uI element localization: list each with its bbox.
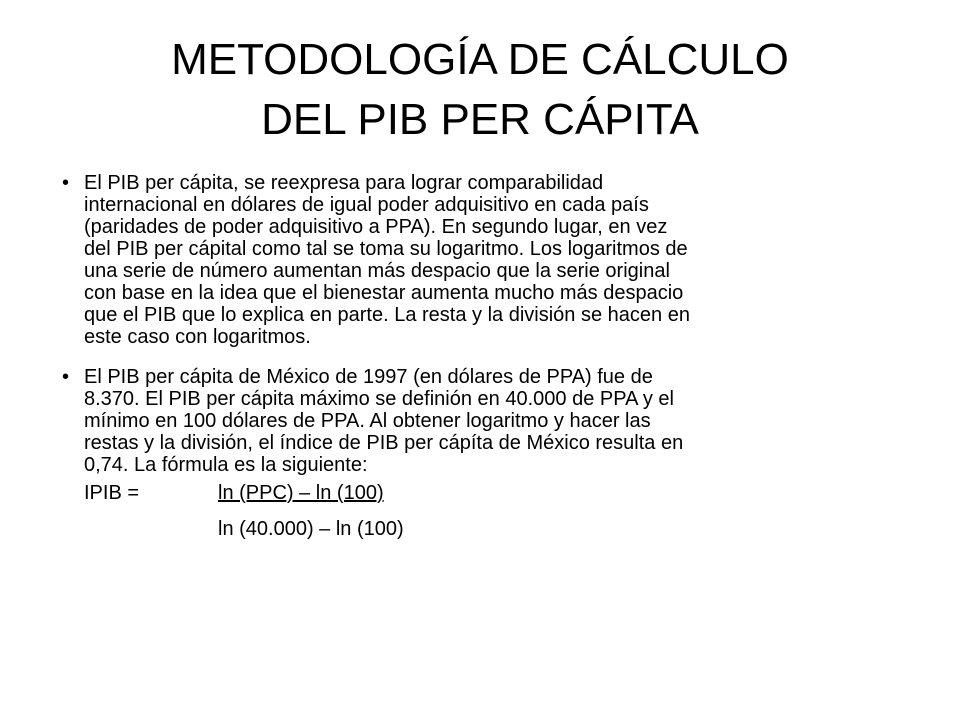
bullet-line: El PIB per cápita, se reexpresa para lograr comparabilidad: [84, 172, 604, 194]
bullet-line: del PIB per cápital como tal se toma su logaritmo. Los logaritmos de: [84, 238, 688, 260]
formula-numerator-row: [84, 482, 914, 508]
formula-numerator: ln (PPC) – ln (100): [218, 482, 384, 504]
bullet-line: mínimo en 100 dólares de PPA. Al obtener logaritmo y hacer las: [84, 410, 651, 432]
bullet-marker: •: [62, 366, 70, 388]
bullet-line: este caso con logaritmos.: [84, 326, 311, 348]
bullet-marker: •: [62, 172, 70, 194]
bullet-line: una serie de número aumentan más despacio que la serie original: [84, 260, 670, 282]
slide-title: [48, 30, 912, 150]
bullet-line: internacional en dólares de igual poder adquisitivo en cada país: [84, 194, 649, 216]
title-line-2: DEL PIB PER CÁPITA: [261, 95, 699, 144]
bullet-line: con base en la idea que el bienestar aumenta mucho más despacio: [84, 282, 684, 304]
bullet-line: 0,74. La fórmula es la siguiente:: [84, 454, 368, 476]
formula-denominator: ln (40.000) – ln (100): [218, 518, 404, 540]
bullet-line: (paridades de poder adquisitivo a PPA). En segundo lugar, en vez: [84, 216, 668, 238]
formula-lhs: IPIB =: [84, 482, 140, 504]
bullet-line: restas y la división, el índice de PIB per cápíta de México resulta en: [84, 432, 684, 454]
title-line-1: METODOLOGÍA DE CÁLCULO: [171, 35, 789, 84]
formula-spacer: [84, 518, 218, 540]
bullet-line: 8.370. El PIB per cápita máximo se definión en 40.000 de PPA y el: [84, 388, 674, 410]
bullet-paragraph-1: [62, 172, 914, 348]
ipib-formula: [84, 482, 914, 540]
formula-denominator-row: [84, 518, 914, 540]
bullet-line: El PIB per cápita de México de 1997 (en dólares de PPA) fue de: [84, 366, 653, 388]
slide-body: [62, 172, 914, 540]
bullet-paragraph-2: [62, 366, 914, 476]
bullet-line: que el PIB que lo explica en parte. La resta y la división se hacen en: [84, 304, 690, 326]
